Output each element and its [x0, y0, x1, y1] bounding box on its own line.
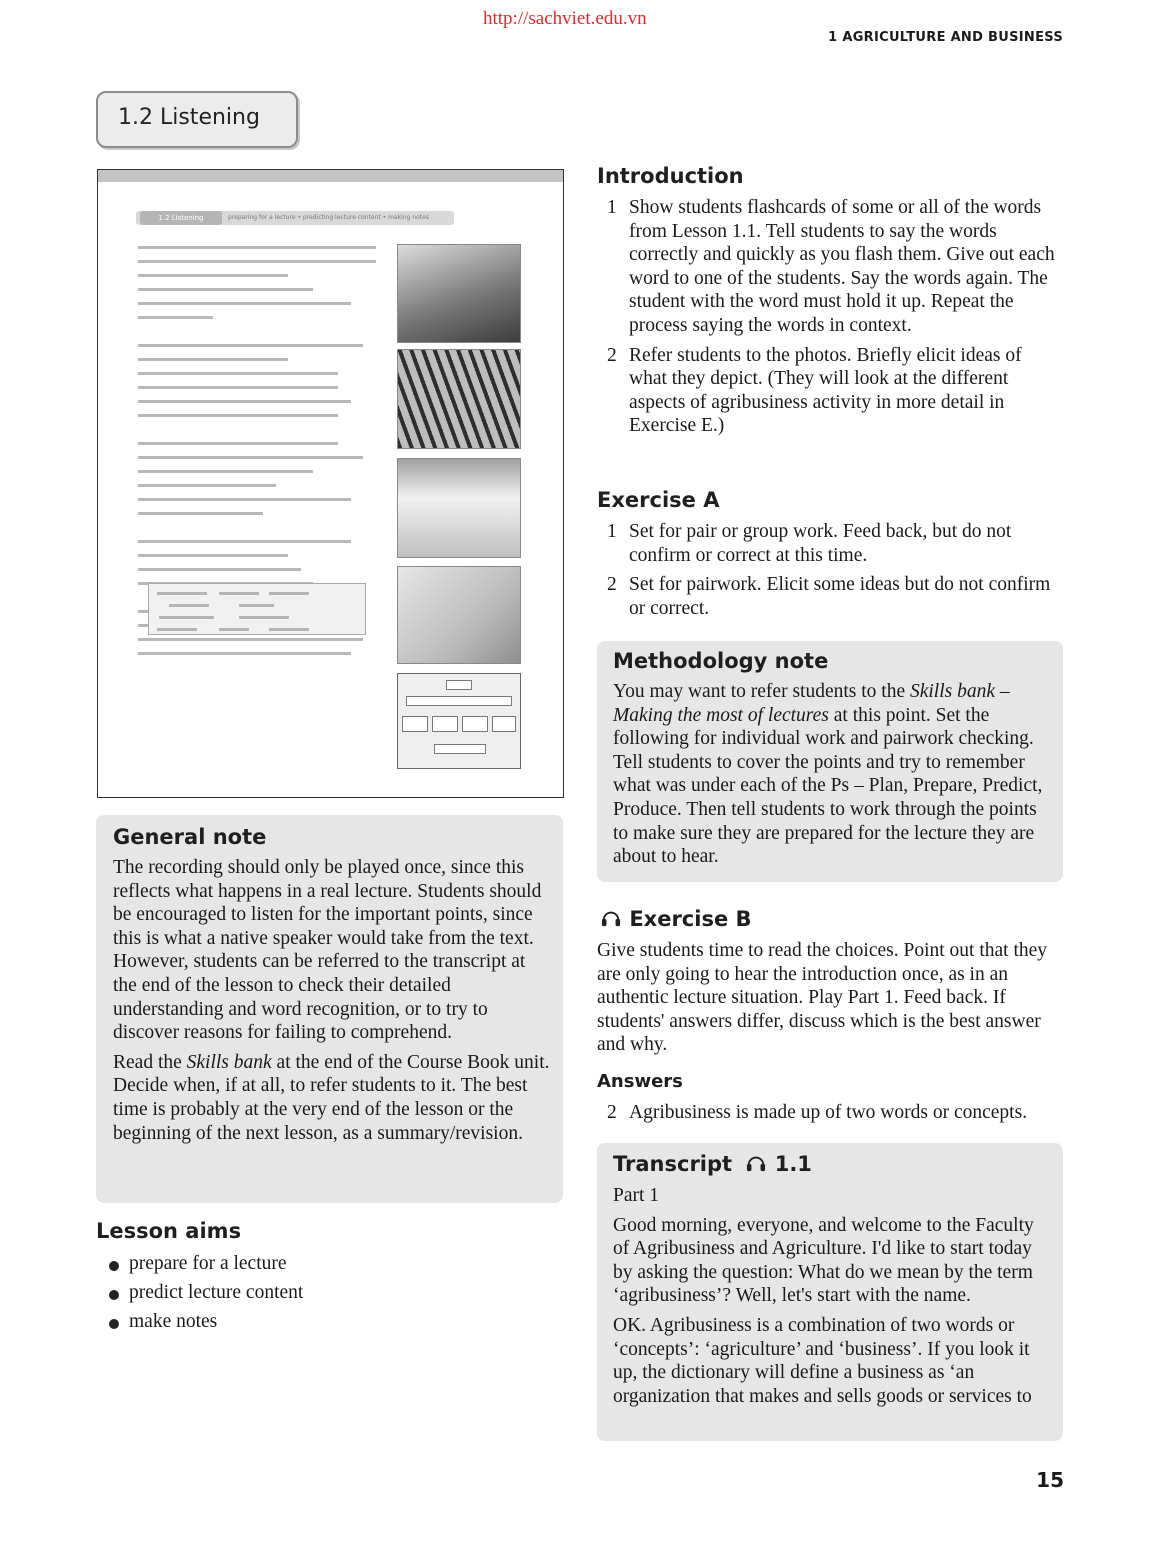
bullet-icon	[109, 1319, 119, 1329]
exercise-b-title: Exercise B	[629, 907, 752, 931]
transcript-number: 1.1	[774, 1152, 812, 1176]
lesson-aim-item: predict lecture content	[96, 1281, 496, 1310]
thumbnail-header-tail: preparing for a lecture • predicting lecture content • making notes	[228, 214, 429, 221]
introduction-title: Introduction	[597, 164, 744, 188]
lesson-tab-label: 1.2 Listening	[118, 105, 260, 130]
exercise-a-item: 1 Set for pair or group work. Feed back, but do not confirm or correct at this time.	[607, 521, 1012, 566]
methodology-note-box	[597, 641, 1063, 882]
answers-body	[597, 1101, 1063, 1131]
thumbnail-word-box	[148, 583, 366, 635]
methodology-note-title: Methodology note	[613, 649, 829, 673]
thumbnail-top-bar	[98, 170, 563, 182]
bullet-icon	[109, 1261, 119, 1271]
exercise-a-list	[597, 520, 1063, 620]
general-note-box	[96, 815, 563, 1203]
lesson-aims-title: Lesson aims	[96, 1219, 242, 1243]
transcript-body	[613, 1184, 1053, 1408]
thumbnail-header-label: 1.2 Listening	[140, 211, 222, 225]
exercise-b-body	[597, 939, 1063, 1063]
general-note-paragraph-1: The recording should only be played once, since this reflects what happens in a real lecture. Students should be encouraged to listen for the important points, since this is what a native speaker would take from the text. However, students can be referred to the transcript at the end of the lesson to check their detailed understanding and word recognition, or to try to discover reasons for failing to comprehend.	[113, 857, 542, 1044]
exercise-a-title: Exercise A	[597, 488, 720, 512]
transcript-paragraph-1: Good morning, everyone, and welcome to the Faculty of Agribusiness and Agriculture. I'd like to start today by asking the question: What do we mean by the term ‘agribusiness’? Well, let's start with the name.	[613, 1214, 1034, 1307]
general-note-paragraph-2: Read the Skills bank at the end of the Course Book unit. Decide when, if at all, to refer students to it. The best time is probably at the very end of the lesson or the beginning of the next lesson, as a summary/revision.	[113, 1051, 550, 1144]
thumbnail-photo-machinery	[397, 349, 521, 449]
answers-title: Answers	[597, 1071, 683, 1092]
page-number: 15	[1036, 1468, 1064, 1492]
introduction-item: 2 Refer students to the photos. Briefly elicit ideas of what they depict. (They will look at the different aspects of agribusiness activity in more detail in Exercise E.)	[607, 344, 1022, 437]
thumbnail-photo-dairy	[397, 458, 521, 558]
thumbnail-diagram-dpm	[397, 673, 521, 769]
exercise-a-item: 2 Set for pairwork. Elicit some ideas but do not confirm or correct.	[607, 574, 1051, 619]
lesson-aim-item: prepare for a lecture	[96, 1252, 496, 1281]
exercise-b-text: Give students time to read the choices. Point out that they are only going to hear the introduction once, as in an authentic lecture situation. Play Part 1. Feed back. If students' answers differ, discuss which is the best answer and why.	[597, 940, 1048, 1056]
coursebook-page-thumbnail	[97, 169, 564, 798]
thumbnail-photo-scientist	[397, 244, 521, 343]
transcript-title-row	[613, 1152, 812, 1176]
transcript-paragraph-2: OK. Agribusiness is a combination of two words or ‘concepts’: ‘agriculture’ and ‘business’. If you look it up, the dictionary will define a business as ‘an organization that makes and sells goods or services to	[613, 1314, 1032, 1407]
answers-list	[597, 1101, 1063, 1125]
lesson-aims-list	[96, 1252, 496, 1339]
running-head: 1 AGRICULTURE AND BUSINESS	[828, 30, 1063, 45]
introduction-item: 1 Show students flashcards of some or all of the words from Lesson 1.1. Tell students to say the words correctly and quickly as you flash them. Give out each word to one of the students. Say the words again. The student with the word must hold it up. Repeat the process saying the words in context.	[607, 197, 1055, 336]
methodology-note-body: You may want to refer students to the Skills bank – Making the most of lectures at this point. Set the following for individual work and pairwork checking. Tell students to cover the points and try to remember what was under each of the Ps – Plan, Prepare, Predict, Produce. Then tell students to work through the points to make sure they are prepared for the lecture they are about to hear.	[613, 681, 1043, 868]
lesson-aim-item: make notes	[96, 1310, 496, 1339]
answer-item: 2 Agribusiness is made up of two words or concepts.	[607, 1102, 1028, 1123]
exercise-a-body	[597, 520, 1063, 626]
thumbnail-photo-document	[397, 566, 521, 664]
headphones-icon	[745, 1153, 767, 1173]
introduction-body	[597, 196, 1063, 444]
transcript-part: Part 1	[613, 1185, 660, 1206]
introduction-list	[597, 196, 1063, 438]
general-note-body	[113, 856, 553, 1151]
general-note-title: General note	[113, 825, 267, 849]
transcript-box	[597, 1143, 1063, 1441]
transcript-title: Transcript	[613, 1152, 733, 1176]
headphones-icon	[600, 908, 622, 928]
lesson-tab	[96, 91, 298, 148]
source-url[interactable]: http://sachviet.edu.vn	[483, 8, 647, 29]
thumbnail-header	[136, 211, 454, 225]
exercise-b-title-row	[600, 907, 752, 931]
bullet-icon	[109, 1290, 119, 1300]
